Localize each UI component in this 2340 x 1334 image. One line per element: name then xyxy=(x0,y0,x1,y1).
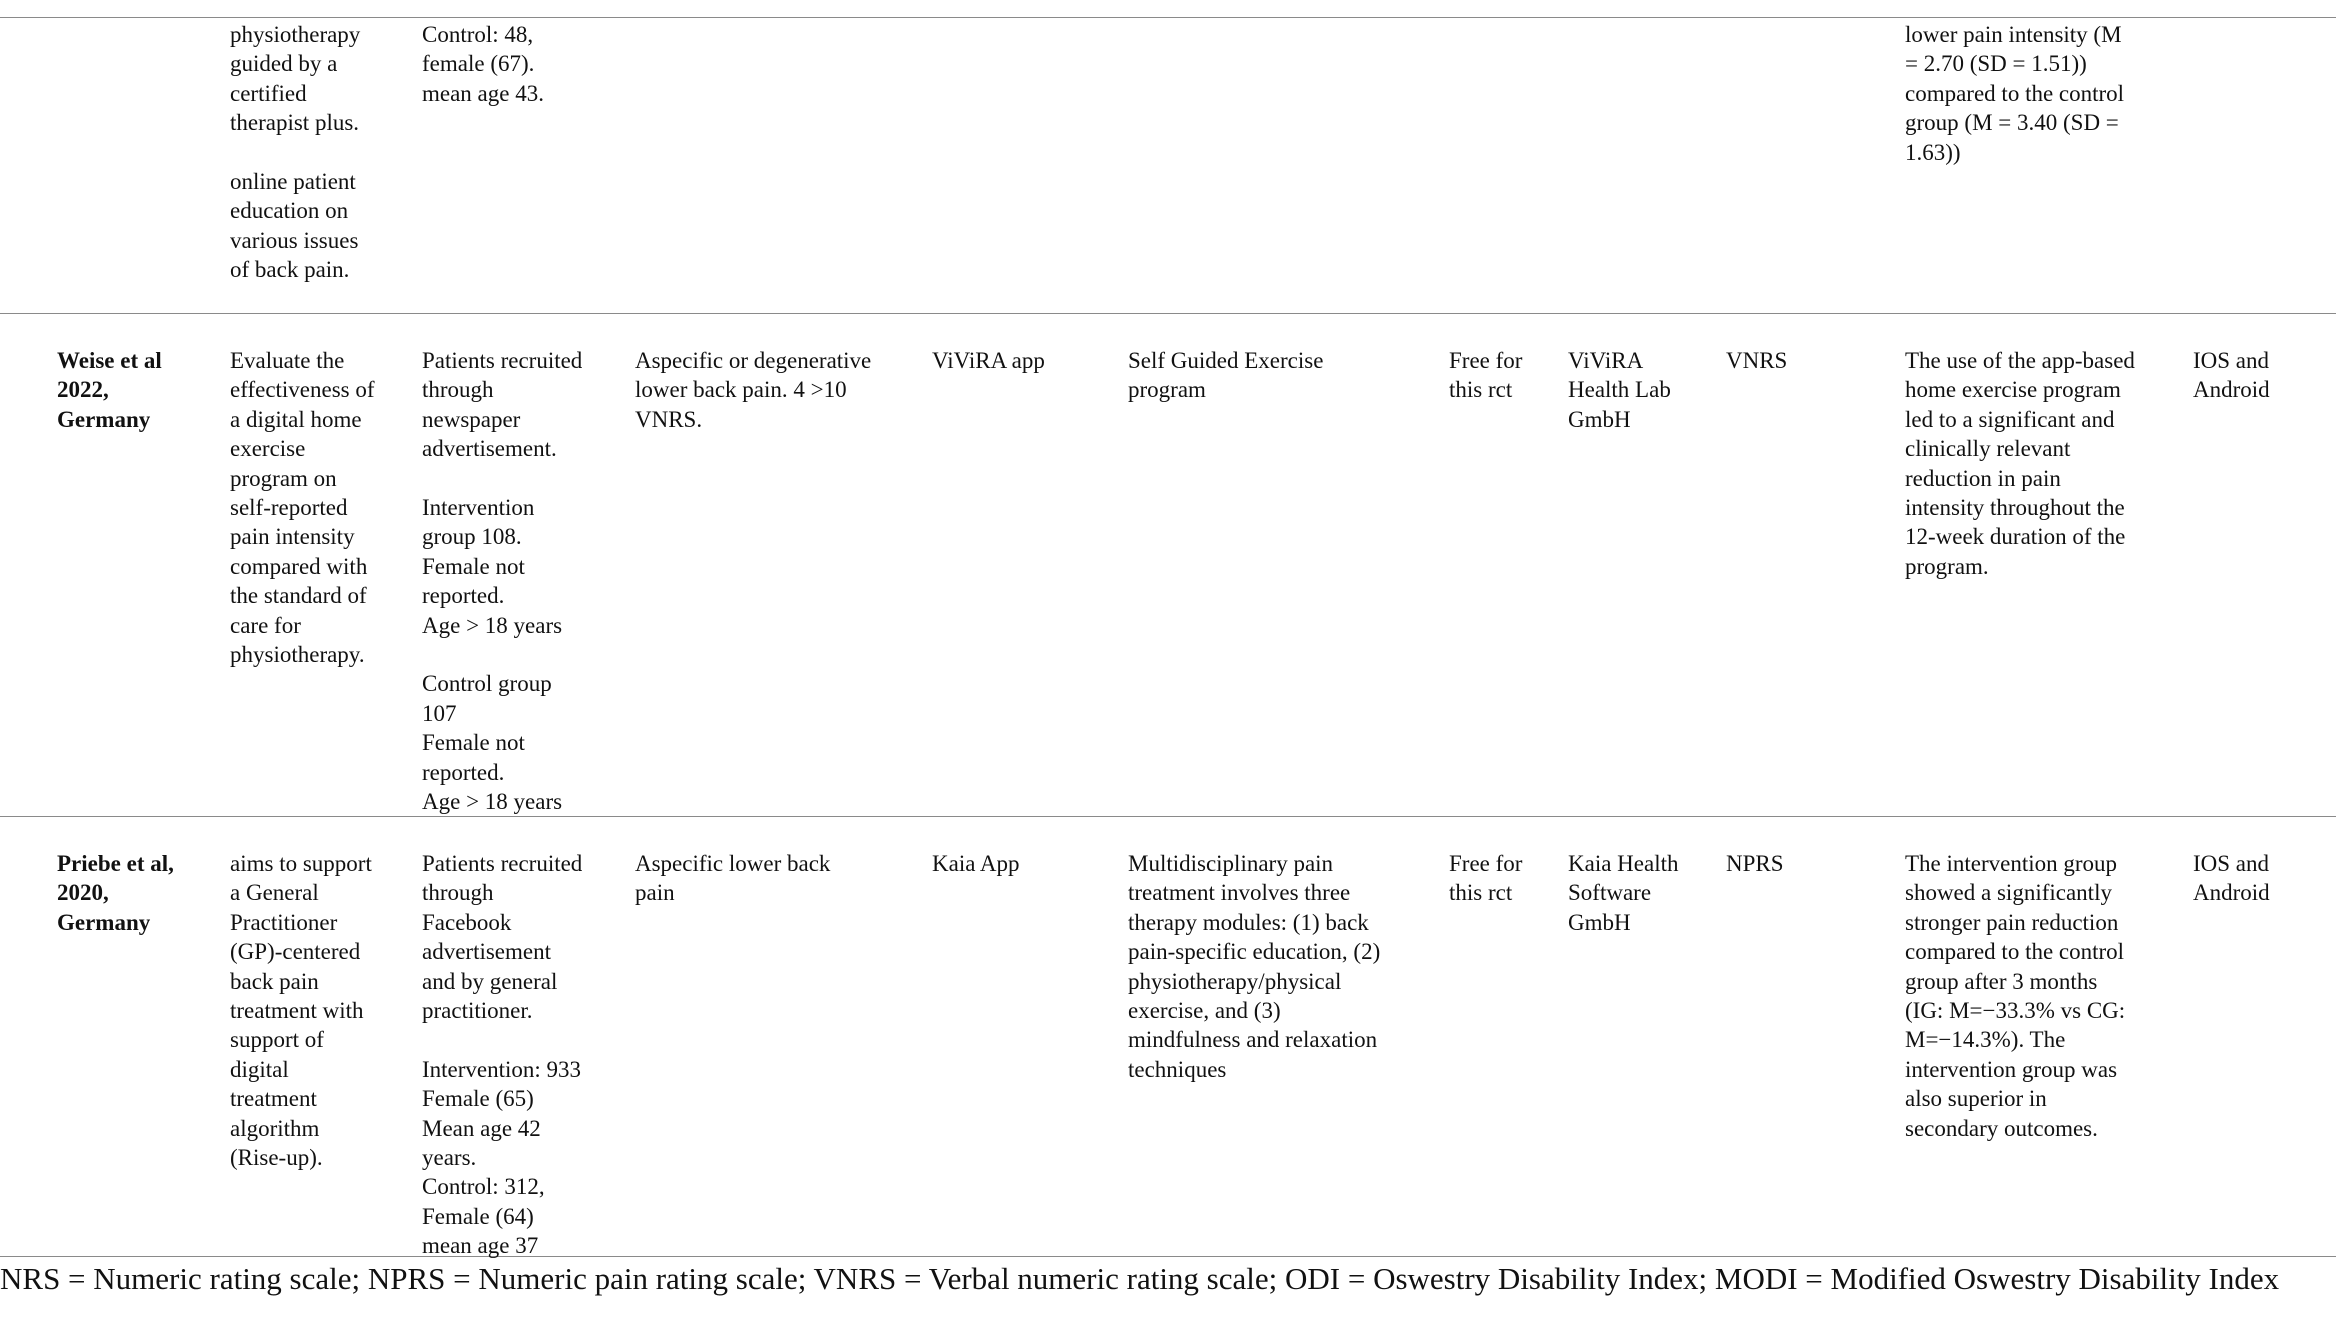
cell-line: Weise et al xyxy=(57,348,162,373)
cell-line: intensity throughout the xyxy=(1905,495,2125,521)
table-bottom-rule xyxy=(0,1256,2336,1257)
measure-cell-weise xyxy=(1726,346,1787,375)
cell-line: female (67). xyxy=(422,51,535,77)
app-cell-weise xyxy=(932,346,1045,375)
cell-line: this rct xyxy=(1449,880,1513,906)
cell-line: through xyxy=(422,377,494,403)
cell-line: 2022, xyxy=(57,377,109,403)
cell-line: physiotherapy xyxy=(230,22,361,47)
aim-cell-weise xyxy=(230,346,375,669)
cell-line: physiotherapy. xyxy=(230,642,365,668)
cell-line: practitioner. xyxy=(422,998,533,1024)
study-cell-weise xyxy=(57,346,162,434)
developer-cell-weise xyxy=(1568,346,1671,434)
cell-line: online patient xyxy=(230,169,356,195)
cell-line: home exercise program xyxy=(1905,377,2121,403)
treatment-cell-priebe xyxy=(1128,849,1380,1084)
cell-line: mindfulness and relaxation xyxy=(1128,1027,1378,1053)
cell-line: Intervention xyxy=(422,495,535,521)
cell-line: program on xyxy=(230,465,337,491)
developer-cell-priebe xyxy=(1568,849,1678,937)
cell-line xyxy=(422,464,582,493)
cell-line: The use of the app-based xyxy=(1905,348,2135,373)
cell-line: treatment with xyxy=(230,998,364,1024)
cell-line: various issues xyxy=(230,227,359,253)
cell-line: Free for xyxy=(1449,851,1523,876)
cell-line: pain-specific education, (2) xyxy=(1128,939,1381,965)
cell-line: Evaluate the xyxy=(230,348,345,373)
cell-line: aims to support xyxy=(230,851,372,876)
cell-line: reported. xyxy=(422,583,505,609)
participants-cell-weise xyxy=(422,346,582,816)
cell-line xyxy=(422,640,582,669)
cell-line: lower back pain. 4 >10 xyxy=(635,377,847,403)
cell-line: VNRS xyxy=(1726,348,1788,373)
cell-line xyxy=(422,1025,582,1054)
cell-line: and by general xyxy=(422,968,558,994)
cell-line: Female not xyxy=(422,553,525,579)
cell-line: newspaper xyxy=(422,406,521,432)
continued-intervention-cell xyxy=(230,20,360,285)
cell-line: advertisement xyxy=(422,939,552,965)
cell-line: 12-week duration of the xyxy=(1905,524,2126,550)
cell-line: mean age 37 xyxy=(422,1233,539,1259)
cell-line: Germany xyxy=(57,909,151,935)
aim-cell-priebe xyxy=(230,849,372,1172)
app-cell-priebe xyxy=(932,849,1020,878)
cell-line: algorithm xyxy=(230,1115,320,1141)
cell-line: Mean age 42 xyxy=(422,1115,541,1141)
cell-line: reduction in pain xyxy=(1905,465,2061,491)
cell-line: 2020, xyxy=(57,880,109,906)
cell-line: showed a significantly xyxy=(1905,880,2112,906)
continued-results-cell xyxy=(1905,20,2124,167)
cell-line: Health Lab xyxy=(1568,377,1671,403)
cell-line: 1.63)) xyxy=(1905,139,1961,165)
cell-line: (IG: M=−33.3% vs CG: xyxy=(1905,998,2126,1024)
cell-line: certified xyxy=(230,80,307,106)
cell-line: years. xyxy=(422,1145,477,1171)
table-footnote: NRS = Numeric rating scale; NPRS = Numeric pain rating scale; VNRS = Verbal numeric rating scale; ODI = Oswestry Disability Index; MODI = Modified Oswestry Disability Index xyxy=(0,1261,2280,1296)
cell-line: the standard of xyxy=(230,583,367,609)
cell-line: guided by a xyxy=(230,51,338,77)
cell-line: of back pain. xyxy=(230,257,350,283)
table-top-rule xyxy=(0,17,2336,18)
cell-line: compared with xyxy=(230,553,368,579)
cell-line: IOS and xyxy=(2193,348,2270,373)
cell-line: group (M = 3.40 (SD = xyxy=(1905,110,2119,136)
cell-line: techniques xyxy=(1128,1056,1227,1082)
cell-line: also superior in xyxy=(1905,1086,2047,1112)
cell-line: GmbH xyxy=(1568,909,1631,935)
cell-line: Priebe et al, xyxy=(57,851,174,876)
cell-line: Female (65) xyxy=(422,1086,534,1112)
cell-line: Facebook xyxy=(422,909,512,935)
cell-line: Age > 18 years xyxy=(422,789,563,815)
cell-line: digital xyxy=(230,1056,289,1082)
cell-line: Control: 48, xyxy=(422,22,534,47)
measure-cell-priebe xyxy=(1726,849,1784,878)
cell-line: a General xyxy=(230,880,319,906)
cell-line: Germany xyxy=(57,406,151,432)
cell-line: intervention group was xyxy=(1905,1056,2118,1082)
cell-line: Patients recruited xyxy=(422,348,583,373)
cell-line: (GP)-centered xyxy=(230,939,361,965)
cell-line: therapy modules: (1) back xyxy=(1128,909,1369,935)
cell-line: program. xyxy=(1905,553,1989,579)
cell-line: led to a significant and xyxy=(1905,406,2115,432)
cell-line: Female not xyxy=(422,730,525,756)
cell-line: care for xyxy=(230,612,301,638)
cell-line: Aspecific lower back xyxy=(635,851,831,876)
condition-cell-weise xyxy=(635,346,871,434)
study-cell-priebe xyxy=(57,849,174,937)
cell-line: VNRS. xyxy=(635,406,703,432)
cell-line: therapist plus. xyxy=(230,110,360,136)
cell-line: this rct xyxy=(1449,377,1513,403)
cell-line: support of xyxy=(230,1027,324,1053)
cell-line: secondary outcomes. xyxy=(1905,1115,2098,1141)
cell-line: M=−14.3%). The xyxy=(1905,1027,2066,1053)
platform-cell-priebe xyxy=(2193,849,2270,908)
cell-line: compared to the control xyxy=(1905,939,2125,965)
cell-line: group 108. xyxy=(422,524,522,550)
cell-line: Control: 312, xyxy=(422,1174,545,1200)
results-cell-priebe xyxy=(1905,849,2125,1143)
cell-line: Intervention: 933 xyxy=(422,1056,582,1082)
participants-cell-priebe xyxy=(422,849,582,1261)
cell-line: Free for xyxy=(1449,348,1523,373)
cell-line: NPRS xyxy=(1726,851,1784,876)
cell-line: Kaia App xyxy=(932,851,1020,876)
cell-line: IOS and xyxy=(2193,851,2270,876)
cell-line: = 2.70 (SD = 1.51)) xyxy=(1905,51,2087,77)
row-divider-2 xyxy=(0,816,2336,817)
cell-line: (Rise-up). xyxy=(230,1145,323,1171)
cell-line: Android xyxy=(2193,880,2270,906)
cell-line: Software xyxy=(1568,880,1652,906)
cell-line: self-reported xyxy=(230,495,348,521)
cell-line: exercise, and (3) xyxy=(1128,998,1281,1024)
cell-line: group after 3 months xyxy=(1905,968,2098,994)
cell-line: The intervention group xyxy=(1905,851,2118,876)
results-cell-weise xyxy=(1905,346,2135,581)
cost-cell-priebe xyxy=(1449,849,1522,908)
cell-line: compared to the control xyxy=(1905,80,2125,106)
cell-line: Kaia Health xyxy=(1568,851,1679,876)
cell-line: GmbH xyxy=(1568,406,1631,432)
cell-line: 107 xyxy=(422,700,457,726)
cell-line: Android xyxy=(2193,377,2270,403)
cell-line xyxy=(230,138,360,167)
cell-line: exercise xyxy=(230,436,306,462)
row-divider-1 xyxy=(0,313,2336,314)
cell-line: program xyxy=(1128,377,1206,403)
cell-line: Aspecific or degenerative xyxy=(635,348,872,373)
cell-line: a digital home xyxy=(230,406,362,432)
cell-line: Self Guided Exercise xyxy=(1128,348,1324,373)
cell-line: treatment involves three xyxy=(1128,880,1351,906)
treatment-cell-weise xyxy=(1128,346,1323,405)
cell-line: lower pain intensity (M xyxy=(1905,22,2122,47)
cell-line: through xyxy=(422,880,494,906)
cell-line: Age > 18 years xyxy=(422,612,563,638)
cell-line: pain intensity xyxy=(230,524,355,550)
cell-line: physiotherapy/physical xyxy=(1128,968,1342,994)
cell-line: Female (64) xyxy=(422,1203,534,1229)
cell-line: ViViRA xyxy=(1568,348,1644,373)
cell-line: clinically relevant xyxy=(1905,436,2071,462)
condition-cell-priebe xyxy=(635,849,830,908)
cell-line: stronger pain reduction xyxy=(1905,909,2119,935)
continued-participants-cell xyxy=(422,20,544,108)
cell-line: effectiveness of xyxy=(230,377,375,403)
cell-line: mean age 43. xyxy=(422,80,544,106)
cell-line: Patients recruited xyxy=(422,851,583,876)
cell-line: pain xyxy=(635,880,675,906)
platform-cell-weise xyxy=(2193,346,2270,405)
cell-line: education on xyxy=(230,198,349,224)
cell-line: back pain xyxy=(230,968,319,994)
cost-cell-weise xyxy=(1449,346,1522,405)
cell-line: reported. xyxy=(422,759,505,785)
cell-line: Practitioner xyxy=(230,909,338,935)
cell-line: ViViRA app xyxy=(932,348,1045,373)
cell-line: advertisement. xyxy=(422,436,557,462)
cell-line: Control group xyxy=(422,671,552,697)
cell-line: treatment xyxy=(230,1086,317,1112)
cell-line: Multidisciplinary pain xyxy=(1128,851,1334,876)
